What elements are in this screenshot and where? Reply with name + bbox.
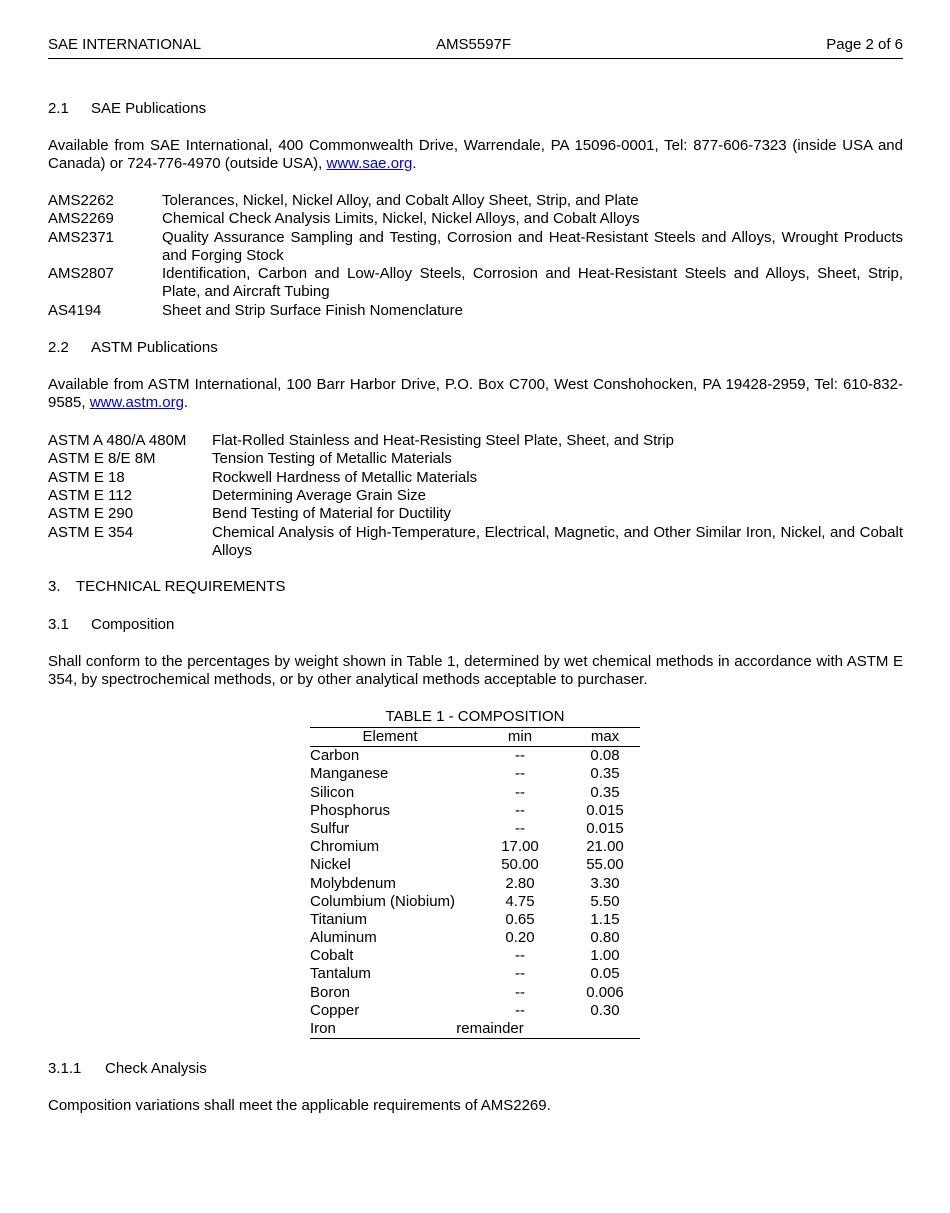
reference-description: Tension Testing of Metallic Materials <box>212 450 452 468</box>
period: . <box>183 394 189 411</box>
section-3-1-heading <box>48 616 174 634</box>
table-row <box>310 802 640 820</box>
astm-reference-list <box>48 432 903 562</box>
header-page-number: Page 2 of 6 <box>826 36 903 53</box>
table-cell-element: Copper <box>310 1001 360 1019</box>
period: . <box>412 155 417 172</box>
reference-description: Chemical Check Analysis Limits, Nickel, Nickel Alloys, and Cobalt Alloys <box>162 210 640 228</box>
table-cell-max: 55.00 <box>586 856 624 874</box>
table-cell-element: Molybdenum <box>310 874 396 892</box>
table-cell-max: 0.006 <box>586 983 624 1001</box>
column-header-element: Element <box>362 728 418 745</box>
table-cell-min: 2.80 <box>505 874 535 892</box>
reference-code: AMS2371 <box>48 228 114 246</box>
table-row <box>310 893 640 911</box>
astm-website-link[interactable]: www.astm.org <box>89 394 184 411</box>
table-cell-max: 0.30 <box>590 1001 620 1019</box>
table-row <box>310 1002 640 1020</box>
table-row <box>310 820 640 838</box>
header-org: SAE INTERNATIONAL <box>48 36 202 53</box>
table-cell-element: Carbon <box>310 747 360 765</box>
reference-description: Tolerances, Nickel, Nickel Alloy, and Cobalt Alloy Sheet, Strip, and Plate <box>162 192 639 209</box>
sae-availability-paragraph <box>48 137 903 173</box>
section-title: ASTM Publications <box>91 339 218 356</box>
table-cell-min: -- <box>515 1001 525 1019</box>
table-cell-max: 3.30 <box>590 874 620 892</box>
reference-description: Quality Assurance Sampling and Testing, Corrosion and Heat-Resistant Steels and Alloys, Wrought Products and Forging Stock <box>162 228 903 264</box>
table-cell-max: 5.50 <box>590 892 620 910</box>
reference-description: Identification, Carbon and Low-Alloy Steels, Corrosion and Heat-Resistant Steels and Alloys, Sheet, Strip, Plate, and Aircraft Tubing <box>162 265 903 301</box>
table-row <box>310 947 640 965</box>
reference-code: AS4194 <box>48 301 102 319</box>
table-row <box>310 765 640 783</box>
sae-reference-list <box>48 192 903 322</box>
table-cell-max: 21.00 <box>586 838 624 856</box>
section-3-1-1-heading <box>48 1060 207 1078</box>
table-cell-max: 0.015 <box>586 819 624 837</box>
table-row <box>310 747 640 765</box>
section-title: Check Analysis <box>105 1060 207 1077</box>
table-cell-min: 50.00 <box>501 856 539 874</box>
section-3-heading <box>48 578 285 596</box>
table-cell-max: 0.80 <box>590 929 620 947</box>
table-row <box>310 984 640 1002</box>
table-cell-max: 1.15 <box>590 910 620 928</box>
table-cell-max: 0.35 <box>590 765 620 783</box>
reference-description: Rockwell Hardness of Metallic Materials <box>212 468 478 486</box>
table-row <box>310 856 640 874</box>
section-number: 2.2 <box>48 339 69 356</box>
section-number: 3.1.1 <box>48 1060 82 1077</box>
reference-code: ASTM E 18 <box>48 468 125 486</box>
table-cell-min: -- <box>515 747 525 765</box>
astm-availability-paragraph <box>48 376 903 412</box>
table-cell-max: 1.00 <box>590 947 620 965</box>
reference-description: Determining Average Grain Size <box>212 486 426 504</box>
table-row <box>310 929 640 947</box>
table-row <box>310 911 640 929</box>
reference-code: AMS2807 <box>48 265 114 283</box>
table-row <box>310 965 640 983</box>
table-bottom-rule <box>310 1038 640 1039</box>
table-cell-min: -- <box>515 965 525 983</box>
column-header-min: min <box>507 728 533 745</box>
table-cell-element: Tantalum <box>310 965 371 983</box>
table-cell-min: 17.00 <box>501 838 539 856</box>
composition-table <box>310 708 640 1039</box>
table-cell-min: -- <box>515 819 525 837</box>
reference-code: ASTM E 112 <box>48 486 132 504</box>
reference-code: AMS2269 <box>48 210 114 228</box>
section-2-1-heading <box>48 100 206 118</box>
table-cell-min: 0.65 <box>505 910 535 928</box>
table-cell-min: -- <box>515 765 525 783</box>
table-cell-max: 0.015 <box>586 801 624 819</box>
table-cell-element: Iron <box>310 1020 336 1037</box>
table-cell-max: 0.35 <box>590 783 620 801</box>
table-cell-min: -- <box>515 983 525 1001</box>
reference-description: Sheet and Strip Surface Finish Nomenclature <box>162 301 463 319</box>
table-row <box>310 838 640 856</box>
table-row <box>310 875 640 893</box>
availability-text: Available from SAE International, 400 Commonwealth Drive, Warrendale, PA 15096-0001, Tel: 877-606-7323 (inside USA and Canada) or 724-776-4970 (outside USA), <box>48 137 903 172</box>
table-cell-max: 0.08 <box>590 747 620 765</box>
reference-description: Flat-Rolled Stainless and Heat-Resisting Steel Plate, Sheet, and Strip <box>212 432 674 449</box>
check-analysis-paragraph: Composition variations shall meet the applicable requirements of AMS2269. <box>48 1097 551 1114</box>
section-title: Composition <box>91 616 175 633</box>
section-title: SAE Publications <box>91 100 207 117</box>
table-cell-min: -- <box>515 783 525 801</box>
section-number: 3. <box>48 578 61 595</box>
table-cell-element: Manganese <box>310 765 389 783</box>
table-cell-element: Nickel <box>310 856 351 874</box>
table-body <box>310 747 640 1020</box>
reference-description: Bend Testing of Material for Ductility <box>212 505 451 523</box>
table-row <box>310 784 640 802</box>
table-cell-element: Cobalt <box>310 947 354 965</box>
table-cell-min: 0.20 <box>505 929 535 947</box>
header-doc-id: AMS5597F <box>436 36 512 53</box>
table-cell-element: Aluminum <box>310 929 377 947</box>
sae-website-link[interactable]: www.sae.org <box>326 155 413 172</box>
availability-text: Available from ASTM International, 100 Barr Harbor Drive, P.O. Box C700, West Conshohocken, PA 19428-2959, Tel: 610-832-9585, <box>48 376 903 411</box>
page-header <box>48 36 903 59</box>
reference-code: ASTM E 8/E 8M <box>48 450 156 468</box>
section-number: 2.1 <box>48 100 69 117</box>
table-cell-element: Chromium <box>310 838 380 856</box>
table-row <box>310 1020 640 1038</box>
table-cell-element: Silicon <box>310 783 355 801</box>
table-cell-element: Boron <box>310 983 351 1001</box>
table-cell-max: 0.05 <box>590 965 620 983</box>
reference-code: ASTM E 354 <box>48 523 134 541</box>
section-number: 3.1 <box>48 616 69 633</box>
reference-code: ASTM A 480/A 480M <box>48 432 187 449</box>
reference-code: ASTM E 290 <box>48 505 134 523</box>
table-cell-element: Titanium <box>310 910 367 928</box>
section-title: TECHNICAL REQUIREMENTS <box>76 578 286 595</box>
table-cell-min: remainder <box>456 1020 524 1037</box>
table-cell-min: -- <box>515 947 525 965</box>
table-cell-element: Columbium (Niobium) <box>310 892 456 910</box>
table-cell-element: Phosphorus <box>310 801 391 819</box>
composition-paragraph: Shall conform to the percentages by weight shown in Table 1, determined by wet chemical methods in accordance with ASTM E 354, by spectrochemical methods, or by other analytical methods acceptable to purchaser. <box>48 653 903 688</box>
reference-code: AMS2262 <box>48 192 114 209</box>
section-2-2-heading <box>48 339 218 357</box>
table-cell-min: -- <box>515 801 525 819</box>
table-caption: TABLE 1 - COMPOSITION <box>385 708 565 725</box>
reference-description: Chemical Analysis of High-Temperature, Electrical, Magnetic, and Other Similar Iron, Nickel, and Cobalt Alloys <box>212 523 903 559</box>
table-header-row <box>310 728 640 746</box>
table-cell-element: Sulfur <box>310 819 350 837</box>
column-header-max: max <box>590 728 620 745</box>
table-cell-min: 4.75 <box>505 892 535 910</box>
